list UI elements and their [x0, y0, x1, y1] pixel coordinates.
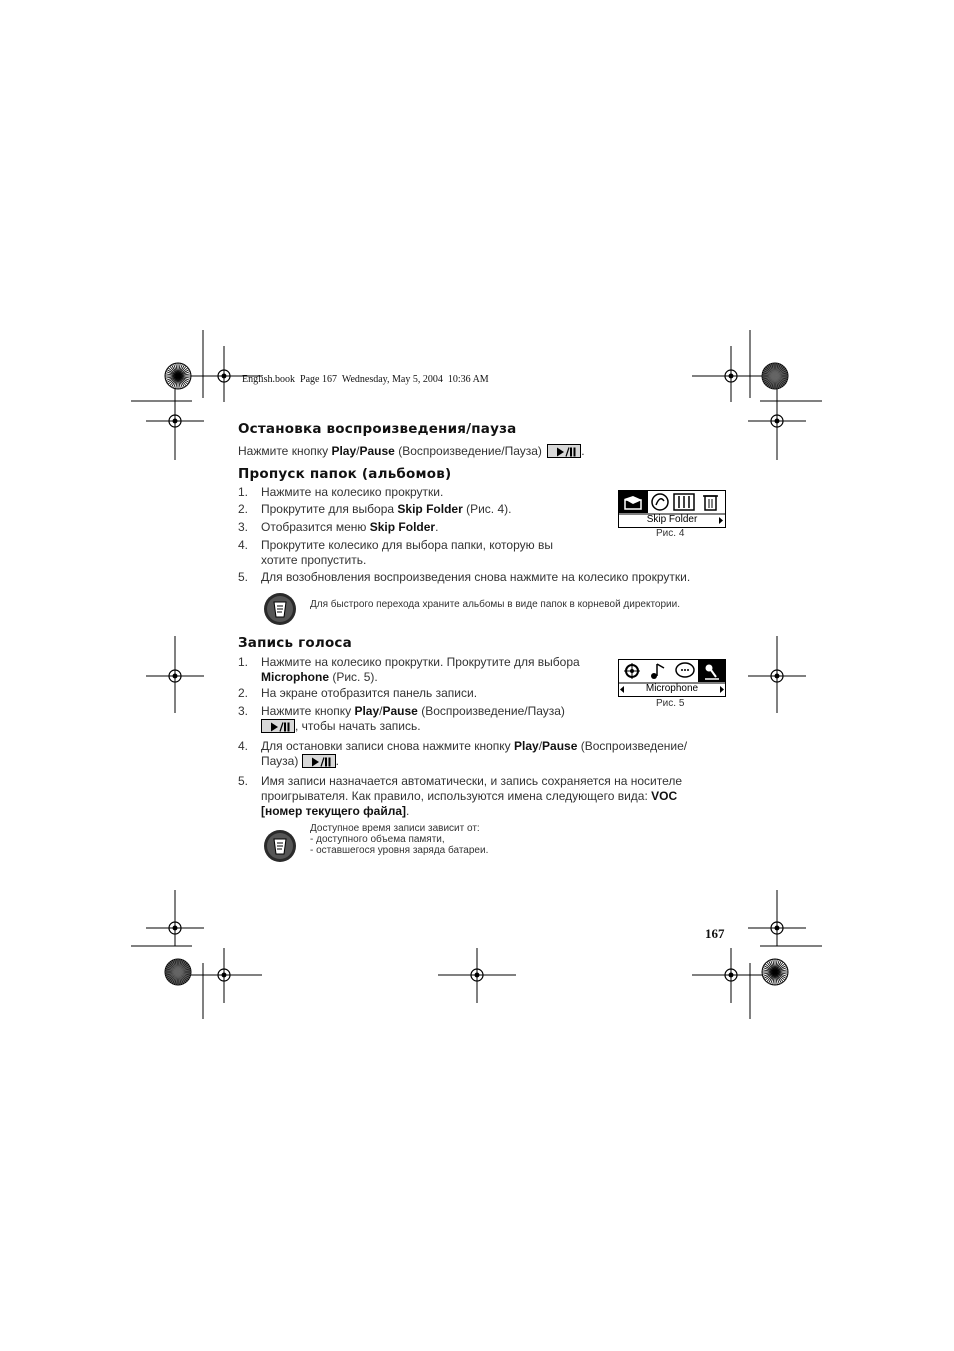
figure-caption: Рис. 4 — [656, 528, 685, 539]
lcd-label: Skip Folder — [646, 514, 698, 525]
play-pause-icon — [261, 719, 295, 733]
lcd-skip-folder-screen — [618, 490, 726, 528]
registration-starburst-icon — [165, 959, 191, 985]
registration-starburst-icon — [165, 363, 191, 389]
registration-mark-icon — [722, 367, 740, 385]
registration-mark-icon — [166, 919, 184, 937]
section-title-skip-folder: Пропуск папок (альбомов) — [238, 466, 452, 482]
registration-starburst-icon — [762, 959, 788, 985]
registration-mark-icon — [468, 966, 486, 984]
figure-caption: Рис. 5 — [656, 698, 685, 709]
registration-mark-icon — [768, 412, 786, 430]
registration-mark-icon — [215, 966, 233, 984]
lcd-microphone-screen — [618, 659, 726, 697]
play-pause-icon — [302, 754, 336, 768]
registration-starburst-icon — [762, 363, 788, 389]
registration-mark-icon — [215, 367, 233, 385]
note-hand-icon — [262, 829, 298, 868]
stop-pause-instruction: Нажмите кнопку Play/Pause (Воспроизведение/Пауза) . — [238, 444, 585, 458]
note-hand-icon — [262, 592, 298, 631]
registration-mark-icon — [768, 919, 786, 937]
note-text: Доступное время записи зависит от: - доступного объема памяти, - оставшегося уровня заряда батареи. — [310, 823, 489, 856]
section-title-voice-recording: Запись голоса — [238, 635, 352, 651]
registration-mark-icon — [768, 667, 786, 685]
registration-mark-icon — [722, 966, 740, 984]
page-number: 167 — [705, 926, 725, 941]
note-text: Для быстрого перехода храните альбомы в виде папок в корневой директории. — [310, 599, 680, 610]
file-info-header: English.book Page 167 Wednesday, May 5, 2004 10:36 AM — [242, 374, 489, 385]
lcd-label: Microphone — [645, 683, 699, 694]
registration-mark-icon — [166, 667, 184, 685]
play-pause-icon — [547, 444, 581, 458]
registration-mark-icon — [166, 412, 184, 430]
section-title-stop-pause: Остановка воспроизведения/пауза — [238, 421, 517, 437]
